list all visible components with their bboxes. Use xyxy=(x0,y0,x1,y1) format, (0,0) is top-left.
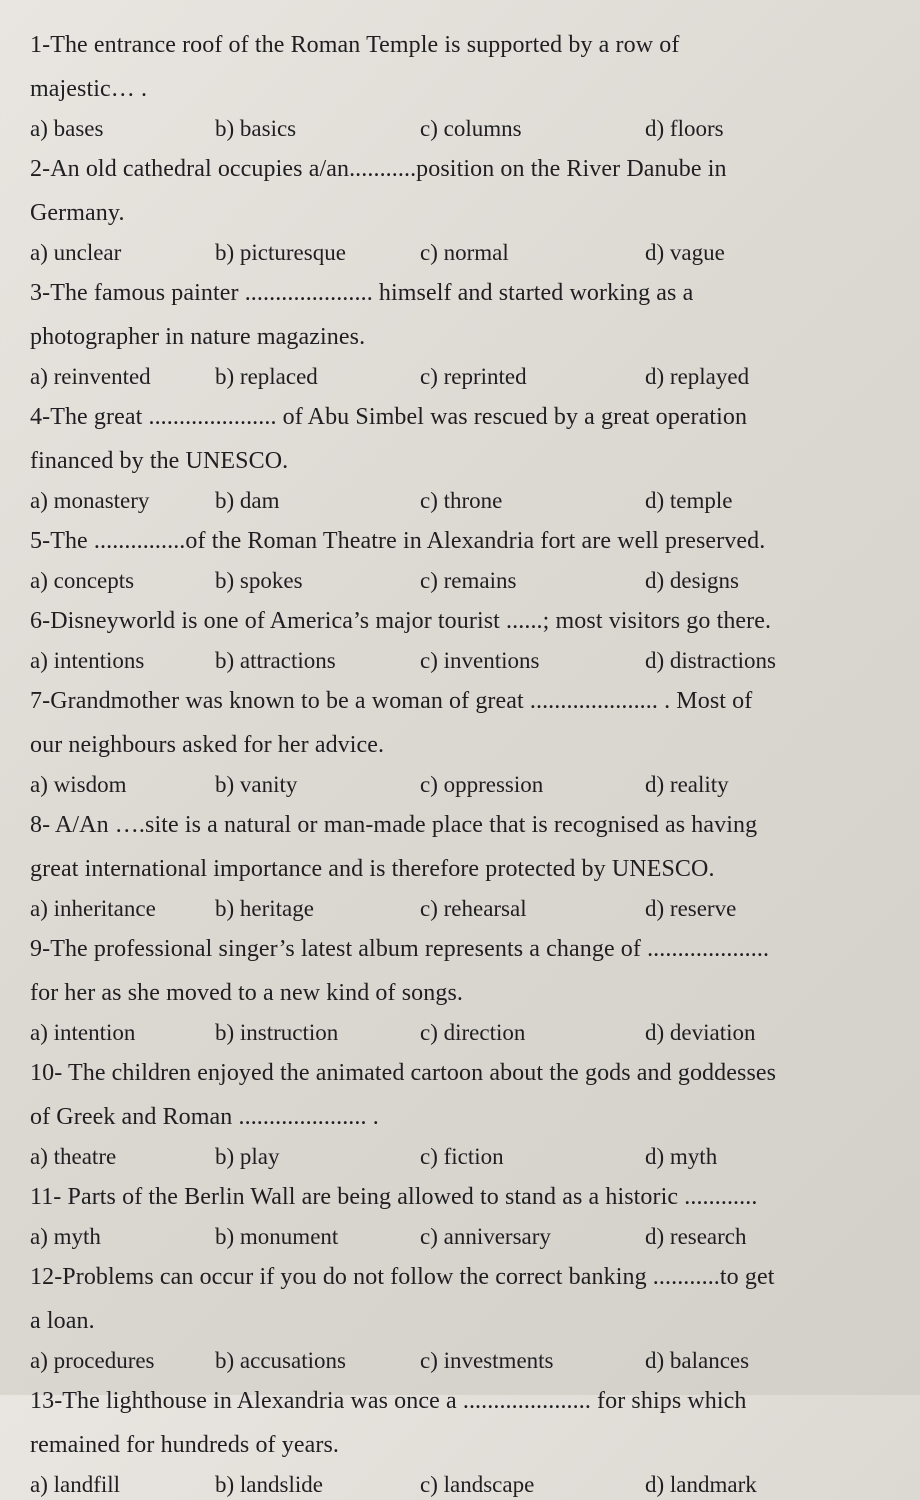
answer-option-a[interactable]: a) unclear xyxy=(30,240,122,265)
answer-options xyxy=(30,1018,860,1048)
answer-option-c[interactable]: c) landscape xyxy=(420,1472,535,1497)
answer-option-a[interactable]: a) monastery xyxy=(30,488,150,513)
answer-option-b[interactable]: b) picturesque xyxy=(215,240,346,265)
answer-options xyxy=(30,1470,860,1500)
question-2 xyxy=(30,154,860,268)
answer-options xyxy=(30,646,860,676)
answer-option-c[interactable]: c) oppression xyxy=(420,772,544,797)
question-text-line: 4-The great ..................... of Abu Simbel was rescued by a great operation xyxy=(30,404,748,430)
answer-option-a[interactable]: a) concepts xyxy=(30,568,135,593)
question-9 xyxy=(30,934,860,1048)
question-text-line: 10- The children enjoyed the animated cartoon about the gods and goddesses xyxy=(30,1060,777,1086)
answer-option-c[interactable]: c) anniversary xyxy=(420,1224,551,1249)
answer-option-c[interactable]: c) normal xyxy=(420,240,509,265)
answer-option-d[interactable]: d) replayed xyxy=(645,364,750,389)
question-text-line: financed by the UNESCO. xyxy=(30,448,289,474)
answer-option-b[interactable]: b) landslide xyxy=(215,1472,323,1497)
answer-option-a[interactable]: a) intentions xyxy=(30,648,145,673)
question-3 xyxy=(30,278,860,392)
answer-option-d[interactable]: d) designs xyxy=(645,568,739,593)
answer-option-b[interactable]: b) heritage xyxy=(215,896,314,921)
question-10 xyxy=(30,1058,860,1172)
answer-option-a[interactable]: a) procedures xyxy=(30,1348,155,1373)
answer-option-d[interactable]: d) deviation xyxy=(645,1020,756,1045)
answer-option-c[interactable]: c) direction xyxy=(420,1020,526,1045)
answer-option-b[interactable]: b) replaced xyxy=(215,364,318,389)
question-text-line: 8- A/An ….site is a natural or man-made place that is recognised as having xyxy=(30,812,758,838)
question-text-line: 1-The entrance roof of the Roman Temple is supported by a row of xyxy=(30,32,680,58)
answer-option-b[interactable]: b) play xyxy=(215,1144,280,1169)
question-11 xyxy=(30,1182,860,1252)
question-text-line: 12-Problems can occur if you do not follow the correct banking ...........to get xyxy=(30,1264,775,1290)
question-text-line: 7-Grandmother was known to be a woman of great ..................... . Most of xyxy=(30,688,753,714)
answer-option-c[interactable]: c) reprinted xyxy=(420,364,527,389)
answer-options xyxy=(30,566,860,596)
answer-option-b[interactable]: b) vanity xyxy=(215,772,298,797)
answer-option-c[interactable]: c) remains xyxy=(420,568,517,593)
question-text-line: photographer in nature magazines. xyxy=(30,324,366,350)
answer-option-a[interactable]: a) bases xyxy=(30,116,104,141)
answer-options xyxy=(30,486,860,516)
answer-option-d[interactable]: d) distractions xyxy=(645,648,776,673)
question-1 xyxy=(30,30,860,144)
answer-options xyxy=(30,1346,860,1376)
question-text-line: 11- Parts of the Berlin Wall are being allowed to stand as a historic ............ xyxy=(30,1184,758,1210)
answer-options xyxy=(30,1222,860,1252)
question-text-line: 6-Disneyworld is one of America’s major tourist ......; most visitors go there. xyxy=(30,608,772,634)
question-text-line: majestic… . xyxy=(30,76,148,102)
question-4 xyxy=(30,402,860,516)
answer-options xyxy=(30,894,860,924)
question-text-line: Germany. xyxy=(30,200,125,226)
question-text-line: 9-The professional singer’s latest album represents a change of .................... xyxy=(30,936,770,962)
answer-options xyxy=(30,362,860,392)
answer-option-b[interactable]: b) accusations xyxy=(215,1348,346,1373)
answer-option-b[interactable]: b) basics xyxy=(215,116,297,141)
question-text-line: of Greek and Roman ..................... . xyxy=(30,1104,379,1130)
answer-option-d[interactable]: d) floors xyxy=(645,116,724,141)
question-7 xyxy=(30,686,860,800)
question-text-line: 13-The lighthouse in Alexandria was once a ..................... for ships which xyxy=(30,1388,747,1414)
answer-option-c[interactable]: c) investments xyxy=(420,1348,554,1373)
answer-option-c[interactable]: c) inventions xyxy=(420,648,540,673)
answer-option-a[interactable]: a) theatre xyxy=(30,1144,117,1169)
question-text-line: 2-An old cathedral occupies a/an...........position on the River Danube in xyxy=(30,156,727,182)
answer-option-a[interactable]: a) intention xyxy=(30,1020,136,1045)
answer-option-a[interactable]: a) landfill xyxy=(30,1472,121,1497)
answer-option-b[interactable]: b) monument xyxy=(215,1224,339,1249)
question-8 xyxy=(30,810,860,924)
answer-option-a[interactable]: a) inheritance xyxy=(30,896,156,921)
answer-option-c[interactable]: c) columns xyxy=(420,116,522,141)
answer-options xyxy=(30,1142,860,1172)
answer-options xyxy=(30,238,860,268)
answer-options xyxy=(30,770,860,800)
answer-option-a[interactable]: a) wisdom xyxy=(30,772,127,797)
answer-option-b[interactable]: b) dam xyxy=(215,488,280,513)
answer-option-c[interactable]: c) rehearsal xyxy=(420,896,527,921)
question-12 xyxy=(30,1262,860,1376)
answer-option-d[interactable]: d) balances xyxy=(645,1348,750,1373)
answer-option-b[interactable]: b) attractions xyxy=(215,648,336,673)
answer-option-a[interactable]: a) reinvented xyxy=(30,364,151,389)
answer-option-b[interactable]: b) spokes xyxy=(215,568,303,593)
answer-options xyxy=(30,114,860,144)
answer-option-d[interactable]: d) myth xyxy=(645,1144,718,1169)
question-text-line: our neighbours asked for her advice. xyxy=(30,732,385,758)
question-text-line: a loan. xyxy=(30,1308,95,1334)
question-text-line: 5-The ...............of the Roman Theatre in Alexandria fort are well preserved. xyxy=(30,528,766,554)
answer-option-c[interactable]: c) fiction xyxy=(420,1144,504,1169)
question-text-line: 3-The famous painter ..................... himself and started working as a xyxy=(30,280,694,306)
answer-option-d[interactable]: d) reality xyxy=(645,772,729,797)
answer-option-d[interactable]: d) landmark xyxy=(645,1472,757,1497)
answer-option-b[interactable]: b) instruction xyxy=(215,1020,339,1045)
answer-option-d[interactable]: d) research xyxy=(645,1224,747,1249)
question-13 xyxy=(30,1386,860,1500)
answer-option-d[interactable]: d) reserve xyxy=(645,896,737,921)
question-text-line: great international importance and is therefore protected by UNESCO. xyxy=(30,856,715,882)
answer-option-d[interactable]: d) vague xyxy=(645,240,725,265)
answer-option-c[interactable]: c) throne xyxy=(420,488,503,513)
question-text-line: for her as she moved to a new kind of songs. xyxy=(30,980,463,1006)
question-5 xyxy=(30,526,860,596)
question-text-line: remained for hundreds of years. xyxy=(30,1432,339,1458)
question-6 xyxy=(30,606,860,676)
answer-option-d[interactable]: d) temple xyxy=(645,488,733,513)
answer-option-a[interactable]: a) myth xyxy=(30,1224,101,1249)
